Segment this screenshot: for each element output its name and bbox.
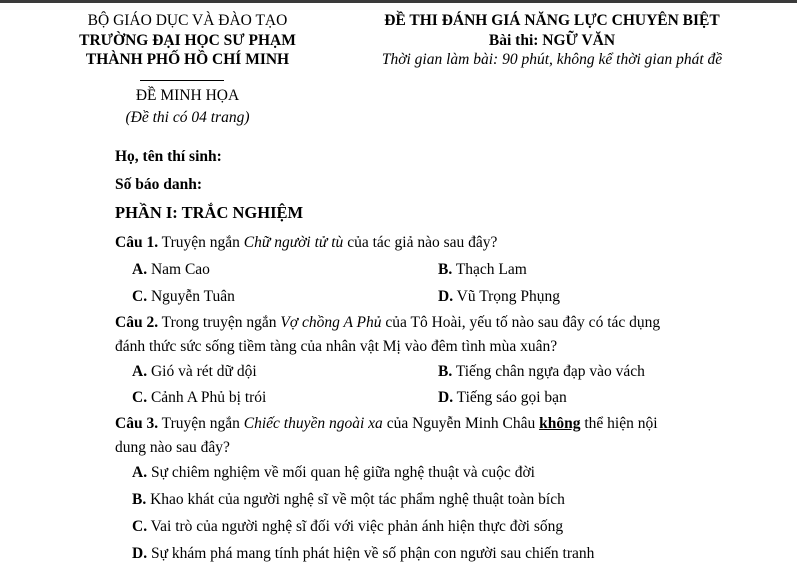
q2-option-b: B. Tiếng chân ngựa đạp vào vách [438, 363, 645, 380]
question-2-line-2: đánh thức sức sống tiềm tàng của nhân vật Mị vào đêm tình mùa xuân? [115, 338, 558, 355]
negation-emphasis: không [539, 415, 581, 432]
university-name: TRƯỜNG ĐẠI HỌC SƯ PHẠM [79, 31, 296, 49]
top-border [0, 0, 797, 3]
q3-option-a: A. Sự chiêm nghiệm về mối quan hệ giữa nghệ thuật và cuộc đời [132, 464, 535, 481]
q2-option-c: C. Cảnh A Phủ bị trói [132, 389, 267, 406]
candidate-name-label: Họ, tên thí sinh: [115, 148, 222, 165]
q3-option-c: C. Vai trò của người nghệ sĩ đối với việc phản ánh hiện thực đời sống [132, 518, 564, 535]
header-right [352, 12, 752, 70]
work-title: Chiếc thuyền ngoài xa [243, 415, 383, 432]
q1-option-d: D. Vũ Trọng Phụng [438, 288, 561, 305]
subject-label: Bài thi: NGỮ VĂN [488, 31, 616, 49]
question-text: của tác giả nào sau đây? [343, 234, 498, 251]
question-3-line-2: dung nào sau đây? [115, 439, 230, 456]
pages-note: (Đề thi có 04 trang) [125, 109, 250, 126]
work-title: Vợ chồng A Phủ [280, 314, 382, 331]
q2-option-a: A. Gió và rét dữ dội [132, 363, 257, 380]
question-text: của Nguyễn Minh Châu [382, 415, 540, 432]
question-text: Truyện ngắn [158, 415, 244, 432]
q1-option-c: C. Nguyễn Tuân [132, 288, 235, 305]
question-2 [115, 314, 660, 333]
ministry-name: BỘ GIÁO DỤC VÀ ĐÀO TẠO [87, 12, 288, 29]
section-title: PHẦN I: TRẮC NGHIỆM [115, 203, 304, 222]
question-text: thể hiện nội [580, 415, 658, 432]
q1-option-b: B. Thạch Lam [438, 261, 527, 278]
question-text: của Tô Hoài, yếu tố nào sau đây có tác dụng [381, 314, 661, 331]
q3-option-b: B. Khao khát của người nghệ sĩ về một tác phẩm nghệ thuật toàn bích [132, 491, 565, 508]
header-left [60, 12, 315, 70]
candidate-id-label: Số báo danh: [115, 176, 203, 193]
q3-option-d: D. Sự khám phá mang tính phát hiện về số phận con người sau chiến tranh [132, 545, 595, 562]
header-divider [140, 80, 224, 81]
exam-title: ĐỀ THI ĐÁNH GIÁ NĂNG LỰC CHUYÊN BIỆT [384, 12, 720, 29]
city-name: THÀNH PHỐ HỒ CHÍ MINH [85, 51, 290, 69]
question-label: Câu 3. [115, 415, 159, 432]
exam-kind: ĐỀ MINH HỌA [135, 87, 240, 104]
time-note: Thời gian làm bài: 90 phút, không kể thời gian phát đề [381, 51, 723, 69]
q1-option-a: A. Nam Cao [132, 261, 210, 278]
question-label: Câu 1. [115, 234, 159, 251]
question-text: Truyện ngắn [158, 234, 244, 251]
question-1 [115, 234, 497, 253]
q2-option-d: D. Tiếng sáo gọi bạn [438, 389, 567, 406]
question-label: Câu 2. [115, 314, 159, 331]
work-title: Chữ người tử tù [243, 234, 344, 251]
question-text: Trong truyện ngắn [158, 314, 281, 331]
question-3 [115, 415, 658, 434]
